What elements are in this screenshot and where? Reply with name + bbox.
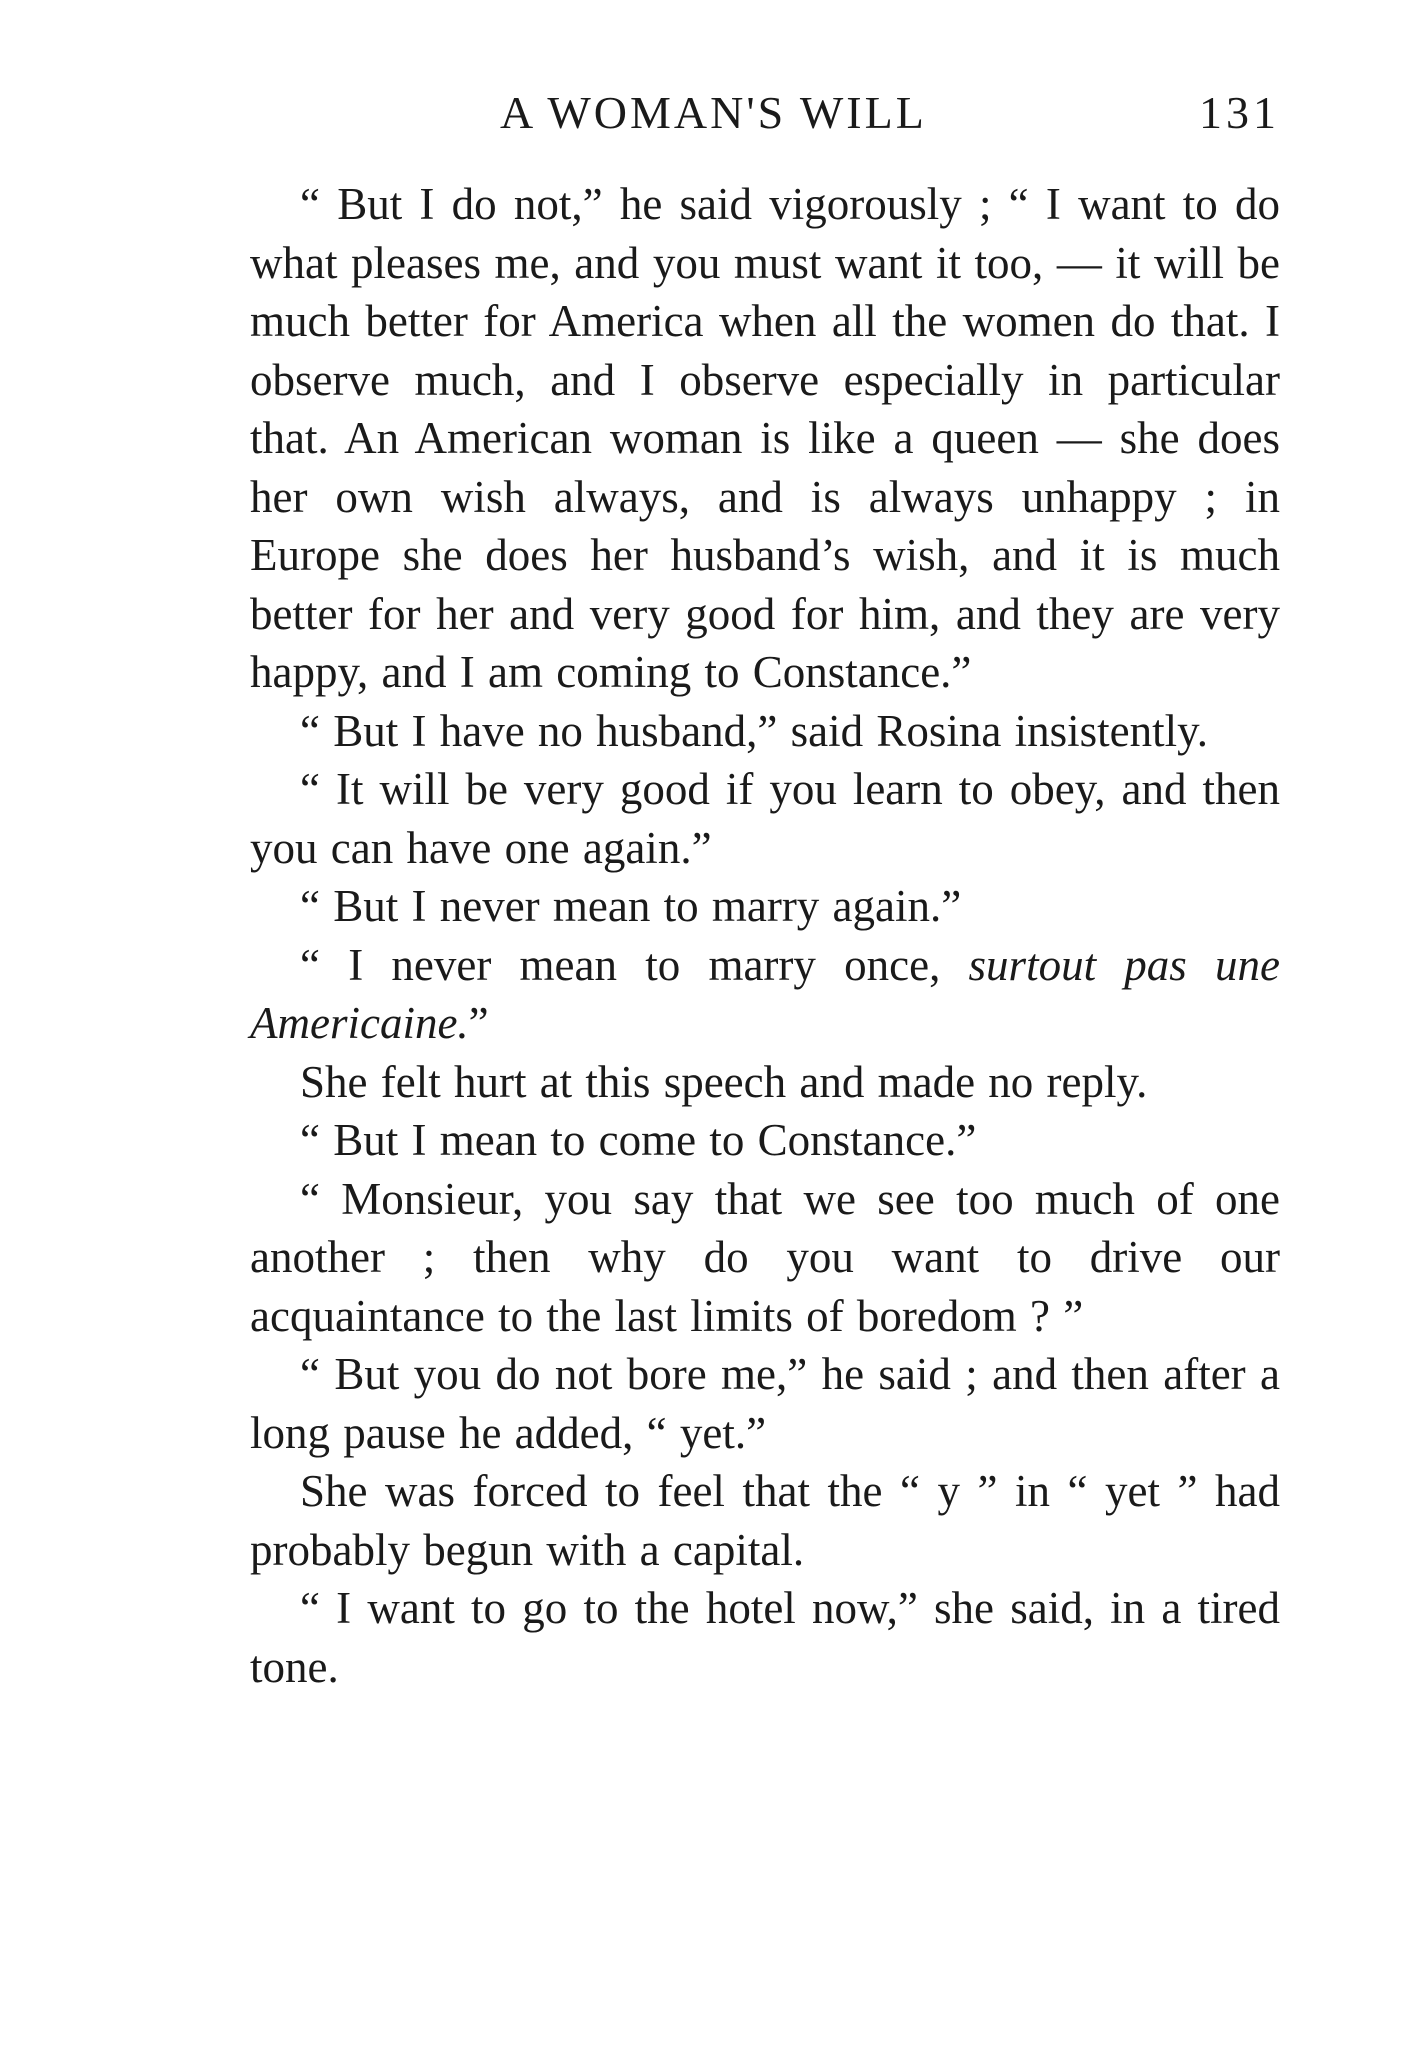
running-head: A WOMAN'S WILL: [500, 87, 927, 138]
paragraph: “ It will be very good if you learn to obey, and then you can have one again.”: [250, 764, 1280, 873]
paragraph: “ But I do not,” he said vigorously ; “ I want to do what pleases me, and you must want it too, — it will be much better for America when all the women do that. I observe much, and I observe especially in particular that. An American woman is like a queen — she does her own wish always, and is always unhappy ; in Europe she does her husband’s wish, and it is much better for her and very good for him, and they are very happy, and I am coming to Constance.”: [250, 179, 1280, 697]
paragraph: “ But I never mean to marry again.”: [300, 881, 962, 931]
paragraph: “ But you do not bore me,” he said ; and then after a long pause he added, “ yet.”: [250, 1349, 1280, 1458]
paragraph: She felt hurt at this speech and made no reply.: [300, 1056, 1148, 1107]
paragraph-text: ”: [468, 998, 489, 1048]
page-header: [250, 78, 1280, 148]
paragraph: She was forced to feel that the “ y ” in “ yet ” had probably begun with a capital.: [250, 1466, 1280, 1575]
paragraph: [250, 936, 1280, 1053]
paragraph-text: “ I never mean to marry once,: [300, 939, 969, 990]
paragraph: “ Monsieur, you say that we see too much of one another ; then why do you want to drive our acquaintance to the last limits of boredom ? ”: [250, 1173, 1280, 1341]
italic-phrase: surtout pas une Americaine.: [250, 939, 1281, 1048]
paragraph: “ I want to go to the hotel now,” she said, in a tired tone.: [250, 1583, 1280, 1692]
paragraph: “ But I mean to come to Constance.”: [300, 1115, 977, 1165]
page-number: 131: [1199, 87, 1280, 138]
body-text: [250, 175, 1280, 1696]
paragraph: “ But I have no husband,” said Rosina insistently.: [300, 705, 1208, 756]
